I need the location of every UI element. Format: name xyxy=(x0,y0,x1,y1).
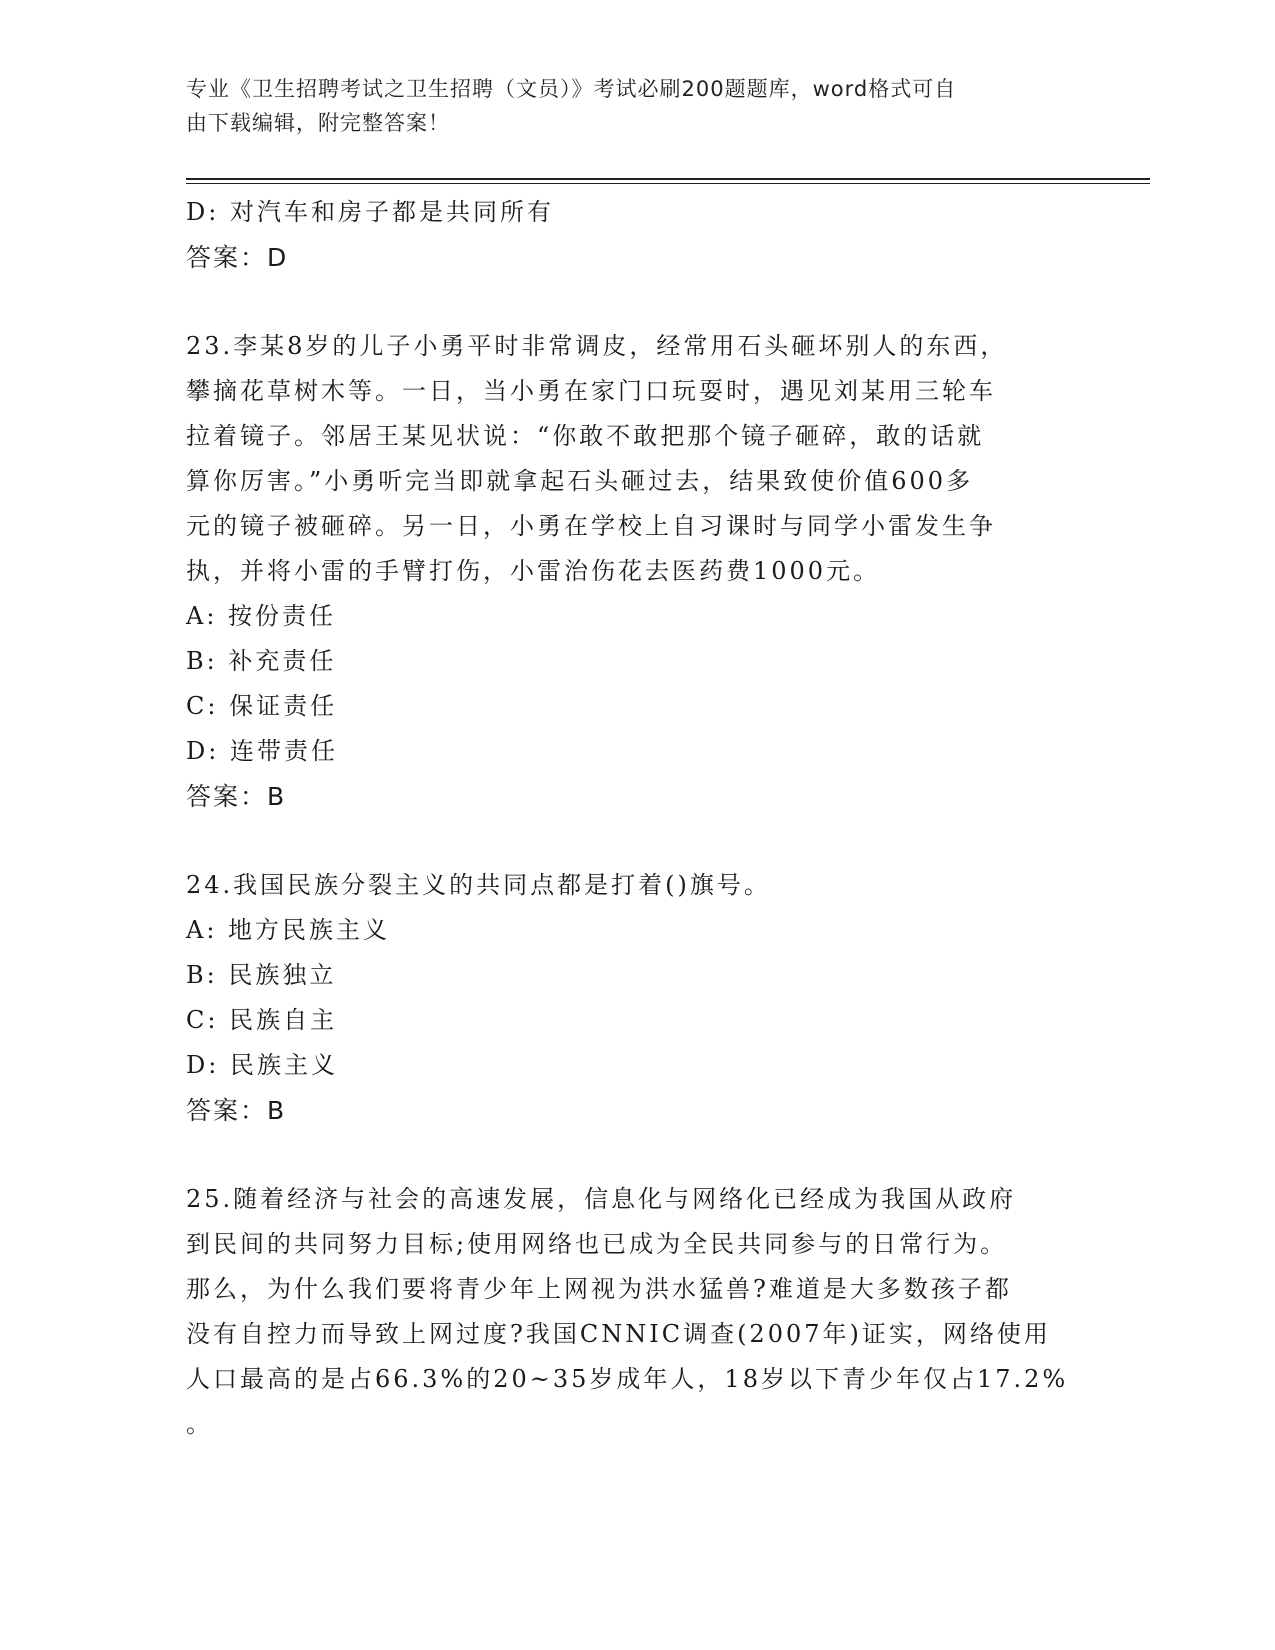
question-25-line: 那么，为什么我们要将青少年上网视为洪水猛兽?难道是大多数孩子都 xyxy=(186,1275,1012,1303)
question-25-text xyxy=(186,1177,1069,1447)
question-25-line: 25.随着经济与社会的高速发展，信息化与网络化已经成为我国从政府 xyxy=(186,1185,1017,1213)
question-25-line: 到民间的共同努力目标;使用网络也已成为全民共同参与的日常行为。 xyxy=(186,1230,1008,1258)
question-24-answer: 答案：B xyxy=(186,1096,287,1125)
question-24-option-a: A: 地方民族主义 xyxy=(186,916,391,944)
question-25-line: 没有自控力而导致上网过度?我国CNNIC调查(2007年)证实，网络使用 xyxy=(186,1320,1051,1348)
question-23-answer: 答案：B xyxy=(186,782,287,811)
question-25-line: 。 xyxy=(186,1410,213,1438)
header-line-2: 由下载编辑，附完整答案！ xyxy=(186,111,450,135)
question-24-option-b: B: 民族独立 xyxy=(186,961,337,989)
question-23-option-b: B: 补充责任 xyxy=(186,647,337,675)
question-24-option-c: C: 民族自主 xyxy=(186,1006,338,1034)
spacer xyxy=(186,1133,1086,1177)
header-rule-thin xyxy=(186,183,1150,184)
question-24-text xyxy=(186,863,1066,908)
question-23-text xyxy=(186,324,1066,594)
question-25-line: 人口最高的是占66.3%的20~35岁成年人，18岁以下青少年仅占17.2% xyxy=(186,1365,1069,1393)
question-23-option-d: D: 连带责任 xyxy=(186,737,338,765)
spacer xyxy=(186,819,1086,863)
spacer xyxy=(186,280,1086,324)
question-23-line: 执，并将小雷的手臂打伤，小雷治伤花去医药费1000元。 xyxy=(186,557,881,585)
prev-option-d: D: 对汽车和房子都是共同所有 xyxy=(186,198,554,226)
question-23-line: 元的镜子被砸碎。另一日，小勇在学校上自习课时与同学小雷发生争 xyxy=(186,512,996,540)
question-23-option-a: A: 按份责任 xyxy=(186,602,337,630)
question-23-line: 23.李某8岁的儿子小勇平时非常调皮，经常用石头砸坏别人的东西， xyxy=(186,332,1008,360)
document-body xyxy=(186,190,1086,1447)
question-24-line: 24.我国民族分裂主义的共同点都是打着()旗号。 xyxy=(186,871,771,899)
header-rule-thick xyxy=(186,178,1150,180)
question-23-line: 拉着镜子。邻居王某见状说：“你敢不敢把那个镜子砸碎，敢的话就 xyxy=(186,422,985,450)
question-23-line: 算你厉害。”小勇听完当即就拿起石头砸过去，结果致使价值600多 xyxy=(186,467,974,495)
page-header xyxy=(186,72,1066,140)
question-23-option-c: C: 保证责任 xyxy=(186,692,338,720)
header-line-1: 专业《卫生招聘考试之卫生招聘（文员）》考试必刷200题题库，word格式可自 xyxy=(186,77,957,101)
question-23-line: 攀摘花草树木等。一日，当小勇在家门口玩耍时，遇见刘某用三轮车 xyxy=(186,377,996,405)
prev-answer: 答案：D xyxy=(186,243,289,272)
question-24-option-d: D: 民族主义 xyxy=(186,1051,338,1079)
